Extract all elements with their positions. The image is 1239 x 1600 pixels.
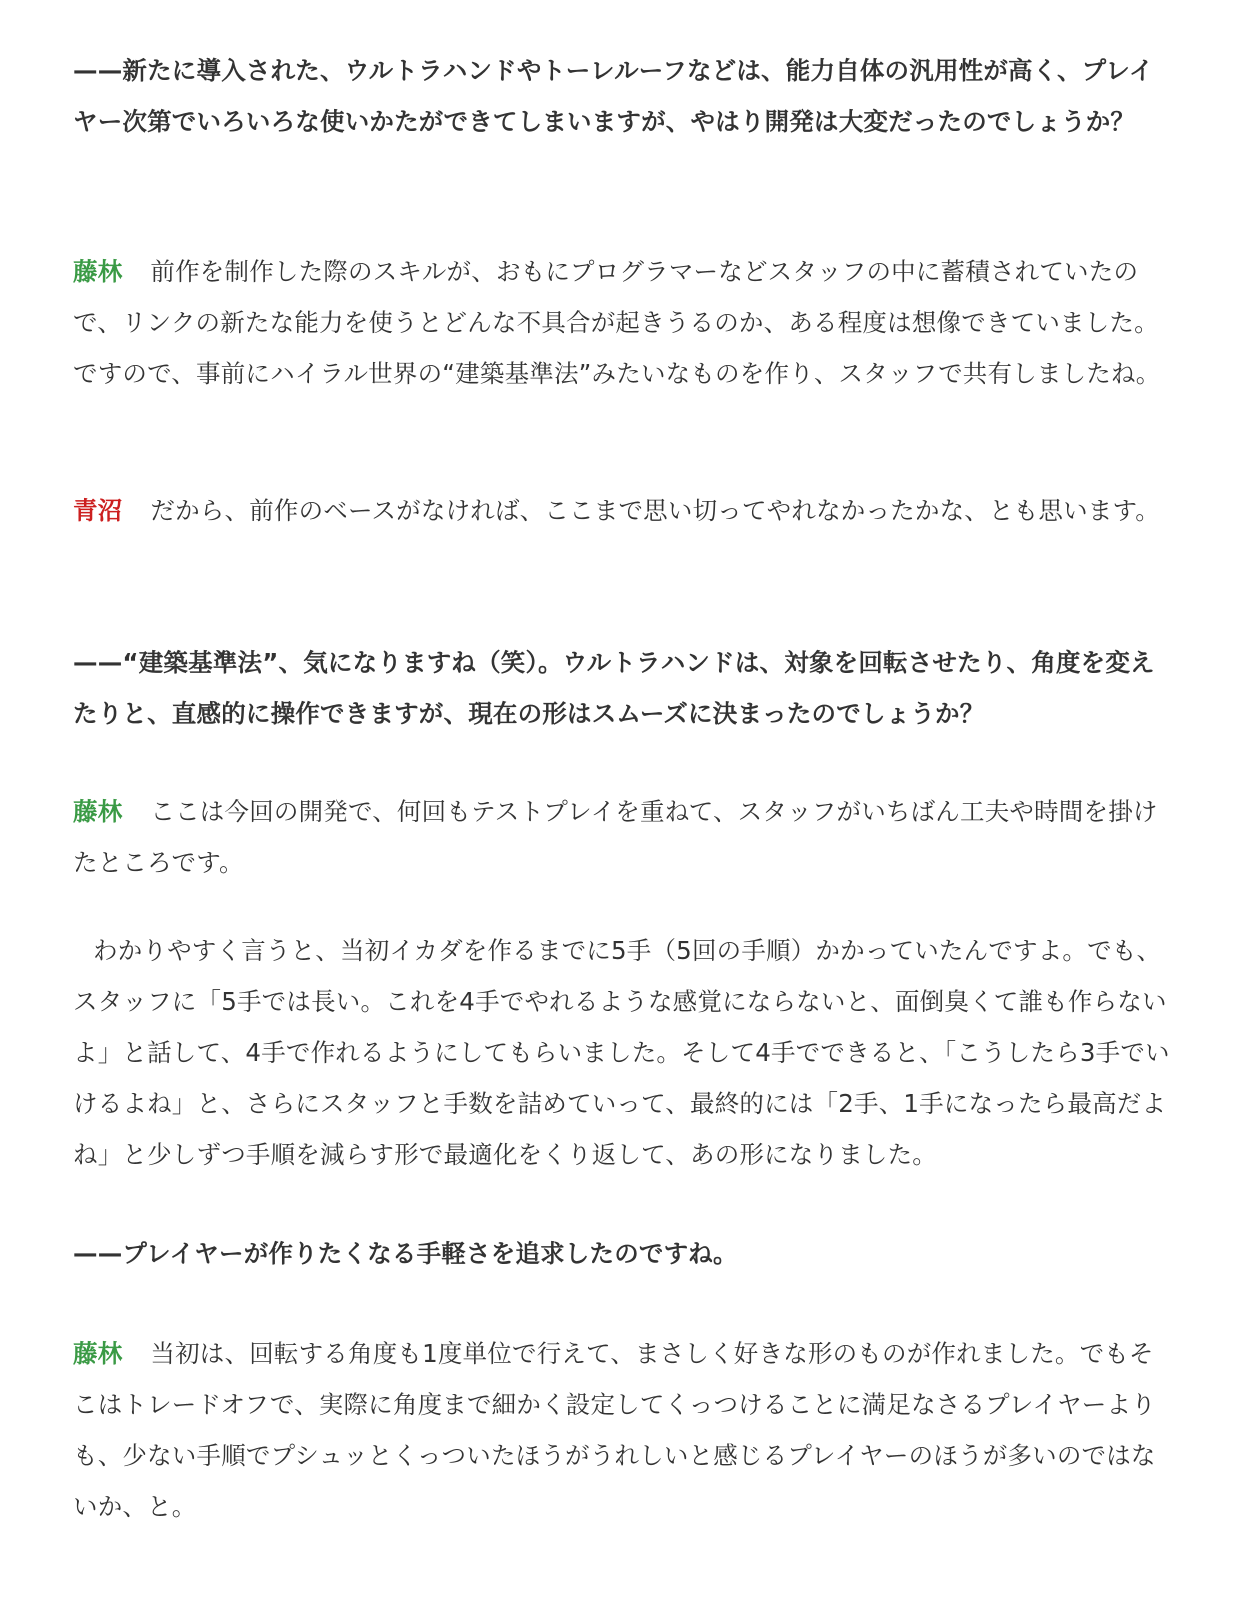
answer-paragraph bbox=[73, 485, 1173, 536]
interviewer-question bbox=[73, 45, 1173, 147]
answer-continuation bbox=[73, 925, 1173, 1180]
interviewer-question bbox=[73, 637, 1173, 739]
question-text: ——プレイヤーが作りたくなる手軽さを追求したのですね。 bbox=[73, 1239, 738, 1268]
continuation-text: わかりやすく言うと、当初イカダを作るまでに5手（5回の手順）かかっていたんですよ。でも、スタッフに「5手では長い。これを4手でやれるような感覚にならないと、面倒臭くて誰も作らないよ」と話して、4手で作れるようにしてもらいました。そして4手でできると、「こうしたら3手でいけるよね」と、さらにスタッフと手数を詰めていって、最終的には「2手、1手になったら最高だよね」と少しずつ手順を減らす形で最適化をくり返して、あの形になりました。 bbox=[73, 936, 1170, 1169]
speaker-name-fujibayashi: 藤林 bbox=[73, 797, 123, 826]
answer-text: 前作を制作した際のスキルが、おもにプログラマーなどスタッフの中に蓄積されていたので、リンクの新たな能力を使うとどんな不具合が起きうるのか、ある程度は想像できていました。ですので、事前にハイラル世界の“建築基準法”みたいなものを作り、スタッフで共有しましたね。 bbox=[73, 257, 1161, 388]
answer-paragraph bbox=[73, 246, 1173, 399]
question-text: ——“建築基準法”、気になりますね（笑）。ウルトラハンドは、対象を回転させたり、角度を変えたりと、直感的に操作できますが、現在の形はスムーズに決まったのでしょうか？ bbox=[73, 648, 1155, 728]
speaker-name-aonuma: 青沼 bbox=[73, 496, 123, 525]
answer-text: だから、前作のベースがなければ、ここまで思い切ってやれなかったかな、とも思います。 bbox=[150, 496, 1160, 525]
speaker-name-fujibayashi: 藤林 bbox=[73, 257, 123, 286]
answer-text: ここは今回の開発で、何回もテストプレイを重ねて、スタッフがいちばん工夫や時間を掛けたところです。 bbox=[73, 797, 1158, 877]
interviewer-question bbox=[73, 1228, 1173, 1279]
question-text: ——新たに導入された、ウルトラハンドやトーレルーフなどは、能力自体の汎用性が高く、プレイヤー次第でいろいろな使いかたができてしまいますが、やはり開発は大変だったのでしょうか？ bbox=[73, 56, 1154, 136]
answer-paragraph bbox=[73, 1328, 1173, 1532]
speaker-name-fujibayashi: 藤林 bbox=[73, 1339, 123, 1368]
answer-paragraph bbox=[73, 786, 1173, 888]
answer-text: 当初は、回転する角度も1度単位で行えて、まさしく好きな形のものが作れました。でもそこはトレードオフで、実際に角度まで細かく設定してくっつけることに満足なさるプレイヤーよりも、少ない手順でプシュッとくっついたほうがうれしいと感じるプレイヤーのほうが多いのではないか、と。 bbox=[73, 1339, 1156, 1521]
